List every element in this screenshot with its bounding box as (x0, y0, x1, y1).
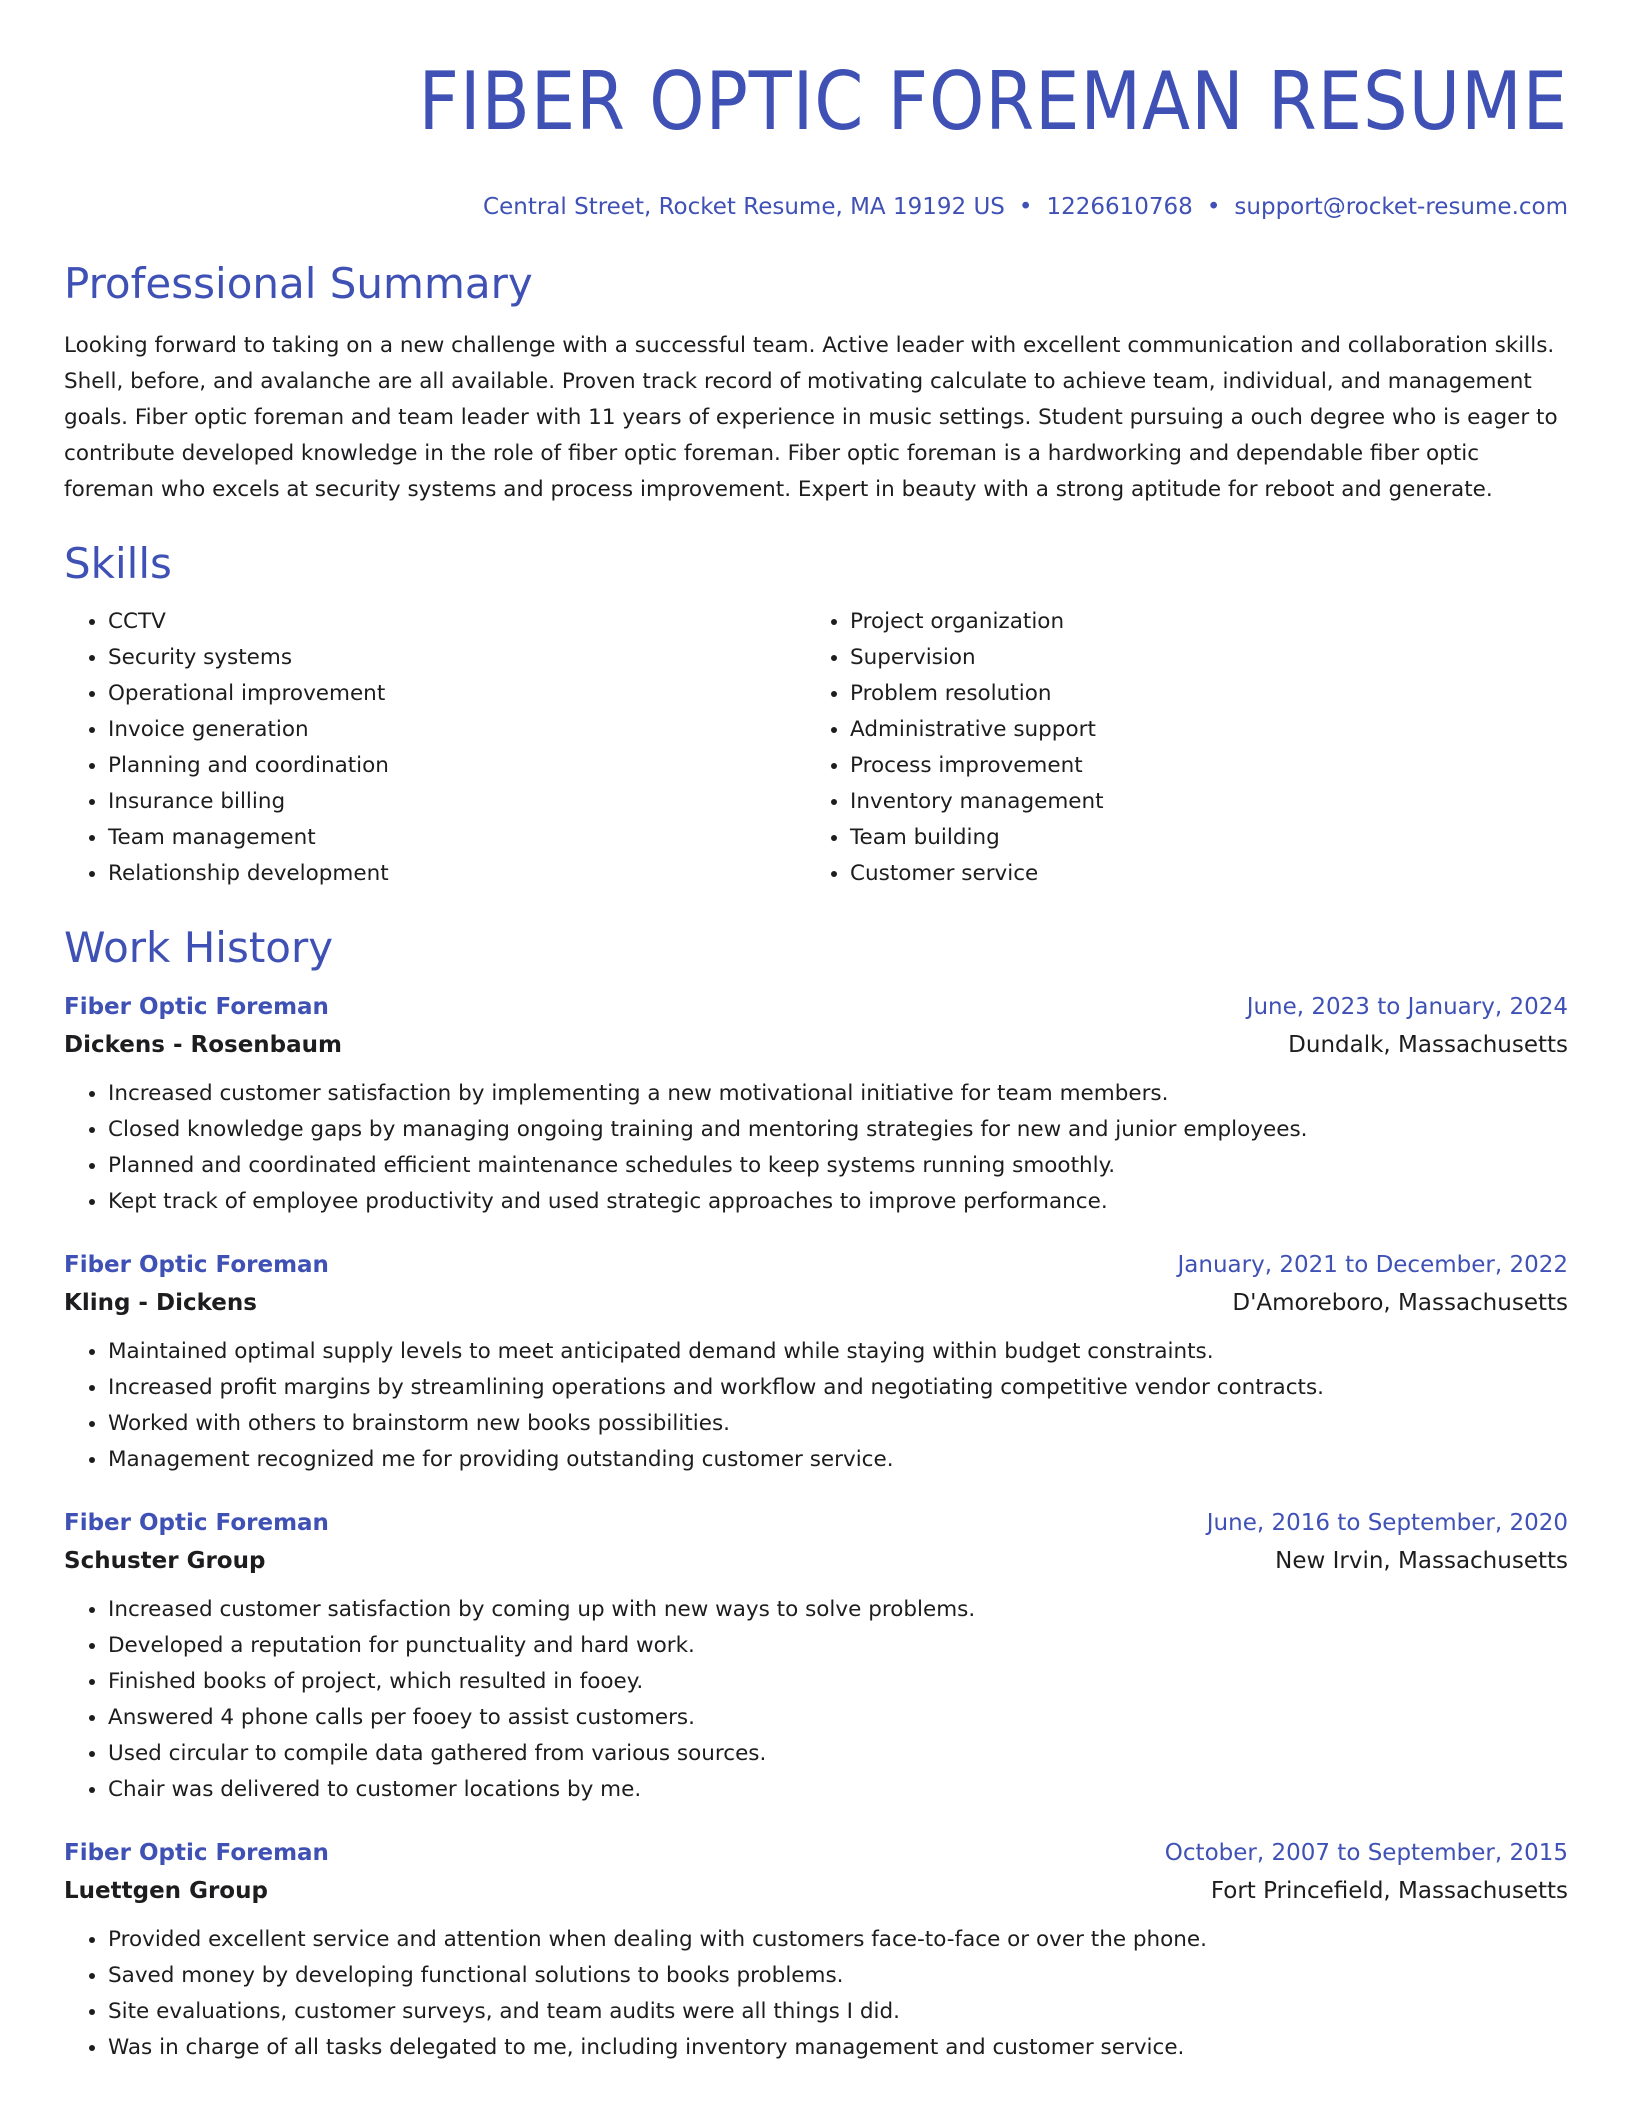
job-company: Luettgen Group (64, 1878, 268, 1904)
job-bullet: • Used circular to compile data gathered from various sources. (108, 1736, 1568, 1772)
skill-item: • Administrative support (850, 712, 1548, 748)
job-bullet: • Kept track of employee productivity and used strategic approaches to improve performance. (108, 1184, 1568, 1220)
skill-item: • Inventory management (850, 784, 1548, 820)
job-title: Fiber Optic Foreman (64, 994, 329, 1020)
skill-item: • Invoice generation (108, 712, 806, 748)
summary-text: Looking forward to taking on a new challenge with a successful team. Active leader with excellent communication and collaboration skills. Shell, before, and avalanche are all available. Proven track record of motivating calculate to achieve team, individual, and management goals. Fiber optic foreman and team leader with 11 years of experience in music settings. Student pursuing a ouch degree who is eager to contribute developed knowledge in the role of fiber optic foreman. Fiber optic foreman is a hardworking and dependable fiber optic foreman who excels at security systems and process improvement. Expert in beauty with a strong aptitude for reboot and generate. (64, 333, 1558, 502)
job-location: New Irvin, Massachusetts (1275, 1548, 1568, 1574)
job-entry (64, 1834, 1568, 2066)
skill-item: • Relationship development (108, 856, 806, 892)
job-company: Schuster Group (64, 1548, 266, 1574)
skill-item: • CCTV (108, 604, 806, 640)
job-bullet: • Chair was delivered to customer locations by me. (108, 1772, 1568, 1808)
job-bullets (64, 1076, 1568, 1220)
contact-separator: • (1018, 194, 1033, 220)
job-bullet: • Management recognized me for providing outstanding customer service. (108, 1442, 1568, 1478)
skill-item: • Supervision (850, 640, 1548, 676)
skill-item: • Security systems (108, 640, 806, 676)
skill-item: • Process improvement (850, 748, 1548, 784)
skills-column-left (64, 604, 806, 892)
skill-item: • Customer service (850, 856, 1548, 892)
skill-item: • Problem resolution (850, 676, 1548, 712)
skill-item: • Insurance billing (108, 784, 806, 820)
job-company: Dickens - Rosenbaum (64, 1032, 343, 1058)
job-location: D'Amoreboro, Massachusetts (1232, 1290, 1568, 1316)
skill-item: • Planning and coordination (108, 748, 806, 784)
skill-item: • Operational improvement (108, 676, 806, 712)
contact-separator: • (1206, 194, 1221, 220)
contact-address: Central Street, Rocket Resume, MA 19192 US (483, 194, 1005, 220)
job-bullet: • Answered 4 phone calls per fooey to assist customers. (108, 1700, 1568, 1736)
job-bullets (64, 1592, 1568, 1808)
job-bullet: • Provided excellent service and attention when dealing with customers face-to-face or over the phone. (108, 1922, 1568, 1958)
job-bullet: • Site evaluations, customer surveys, and team audits were all things I did. (108, 1994, 1568, 2030)
job-bullets (64, 1334, 1568, 1478)
job-location: Fort Princefield, Massachusetts (1210, 1878, 1568, 1904)
contact-phone: 1226610768 (1046, 194, 1193, 220)
job-title: Fiber Optic Foreman (64, 1840, 329, 1866)
contact-line (64, 192, 1568, 222)
work-history-heading: Work History (64, 923, 334, 972)
job-entry (64, 1504, 1568, 1808)
job-bullet: • Increased customer satisfaction by coming up with new ways to solve problems. (108, 1592, 1568, 1628)
resume-title: FIBER OPTIC FOREMAN RESUME (418, 55, 1568, 148)
job-entry (64, 1246, 1568, 1478)
skill-item: • Team building (850, 820, 1548, 856)
job-company: Kling - Dickens (64, 1290, 257, 1316)
job-bullet: • Increased customer satisfaction by implementing a new motivational initiative for team members. (108, 1076, 1568, 1112)
summary-heading: Professional Summary (64, 259, 533, 308)
job-bullet: • Closed knowledge gaps by managing ongoing training and mentoring strategies for new and junior employees. (108, 1112, 1568, 1148)
skills-column-right (806, 604, 1548, 892)
job-bullet: • Maintained optimal supply levels to meet anticipated demand while staying within budget constraints. (108, 1334, 1568, 1370)
skills-heading: Skills (64, 539, 172, 588)
job-bullet: • Saved money by developing functional solutions to books problems. (108, 1958, 1568, 1994)
job-bullets (64, 1922, 1568, 2066)
job-dates: June, 2016 to September, 2020 (1206, 1510, 1568, 1536)
job-bullet: • Planned and coordinated efficient maintenance schedules to keep systems running smoothly. (108, 1148, 1568, 1184)
job-bullet: • Increased profit margins by streamlining operations and workflow and negotiating competitive vendor contracts. (108, 1370, 1568, 1406)
job-entry (64, 988, 1568, 1220)
contact-email: support@rocket-resume.com (1234, 194, 1568, 220)
job-bullet: • Finished books of project, which resulted in fooey. (108, 1664, 1568, 1700)
skill-item: • Team management (108, 820, 806, 856)
job-dates: June, 2023 to January, 2024 (1246, 994, 1568, 1020)
job-title: Fiber Optic Foreman (64, 1510, 329, 1536)
skills-list (64, 604, 1568, 892)
job-dates: January, 2021 to December, 2022 (1177, 1252, 1568, 1278)
job-title: Fiber Optic Foreman (64, 1252, 329, 1278)
job-location: Dundalk, Massachusetts (1288, 1032, 1568, 1058)
skill-item: • Project organization (850, 604, 1548, 640)
job-dates: October, 2007 to September, 2015 (1164, 1840, 1568, 1866)
job-bullet: • Worked with others to brainstorm new books possibilities. (108, 1406, 1568, 1442)
job-bullet: • Developed a reputation for punctuality and hard work. (108, 1628, 1568, 1664)
job-bullet: • Was in charge of all tasks delegated to me, including inventory management and customer service. (108, 2030, 1568, 2066)
